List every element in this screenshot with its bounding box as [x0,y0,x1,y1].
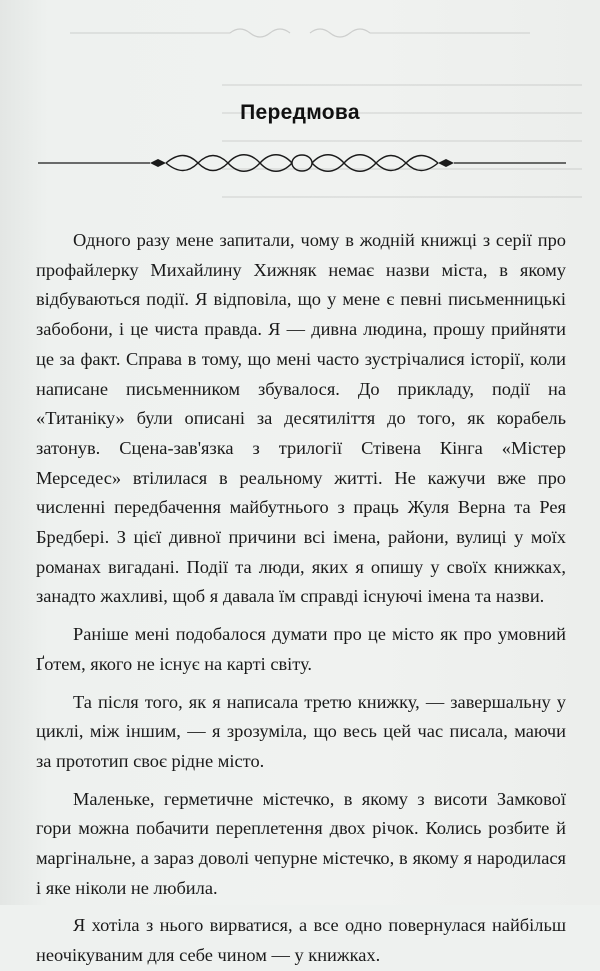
paragraph-1: Одного разу мене запитали, чому в жодній книжці з серії про профайлерку Михайлину Хижняк немає назви міста, в якому відбуваються події. Я відповіла, що у мене є певні письменницькі забобони, і це чиста правда. Я — дивна людина, прошу прийняти це за факт. Справа в тому, що мені часто зустрічалися історії, коли написане письменником збувалося. До прикладу, події на «Титаніку» були описані за десятиліття до того, як корабель затонув. Сцена-зав'язка з трилогії Стівена Кінга «Містер Мерседес» втілилася в реальному житті. Не кажучи вже про численні передбачення майбутнього з праць Жуля Верна та Рея Бредбері. З цієї дивної причини всі імена, райони, вулиці у моїх романах вигадані. Події та люди, яких я опишу у своїх книжках, занадто жахливі, щоб я давала їм справді існуючі імена та назви. [36,230,566,607]
reverse-page-bleed-through [222,70,582,220]
body-text [36,226,566,971]
page-title: Передмова [240,101,360,124]
paragraph-2: Раніше мені подобалося думати про це місто як про умовний Ґотем, якого не існує на карті світу. [36,624,566,674]
ornamental-divider [38,150,566,176]
paragraph-5: Я хотіла з нього вирватися, а все одно повернулася найбільш неочікуваним для себе чином — у книжках. [36,915,566,966]
paragraph-4: Маленьке, герметичне містечко, в якому з висоти Замкової гори можна побачити переплетення двох річок. Колись розбите й маргінальне, а зараз доволі чепурне містечко, в якому я народилася і яке ніколи не любила. [36,788,566,898]
top-ornament-bleed-through [0,18,600,48]
paragraph-3: Та після того, як я написала третю книжку, — завершальну у циклі, між іншим, — я зрозуміла, що весь цей час писала, маючи за прототип своє рідне місто. [36,691,566,771]
